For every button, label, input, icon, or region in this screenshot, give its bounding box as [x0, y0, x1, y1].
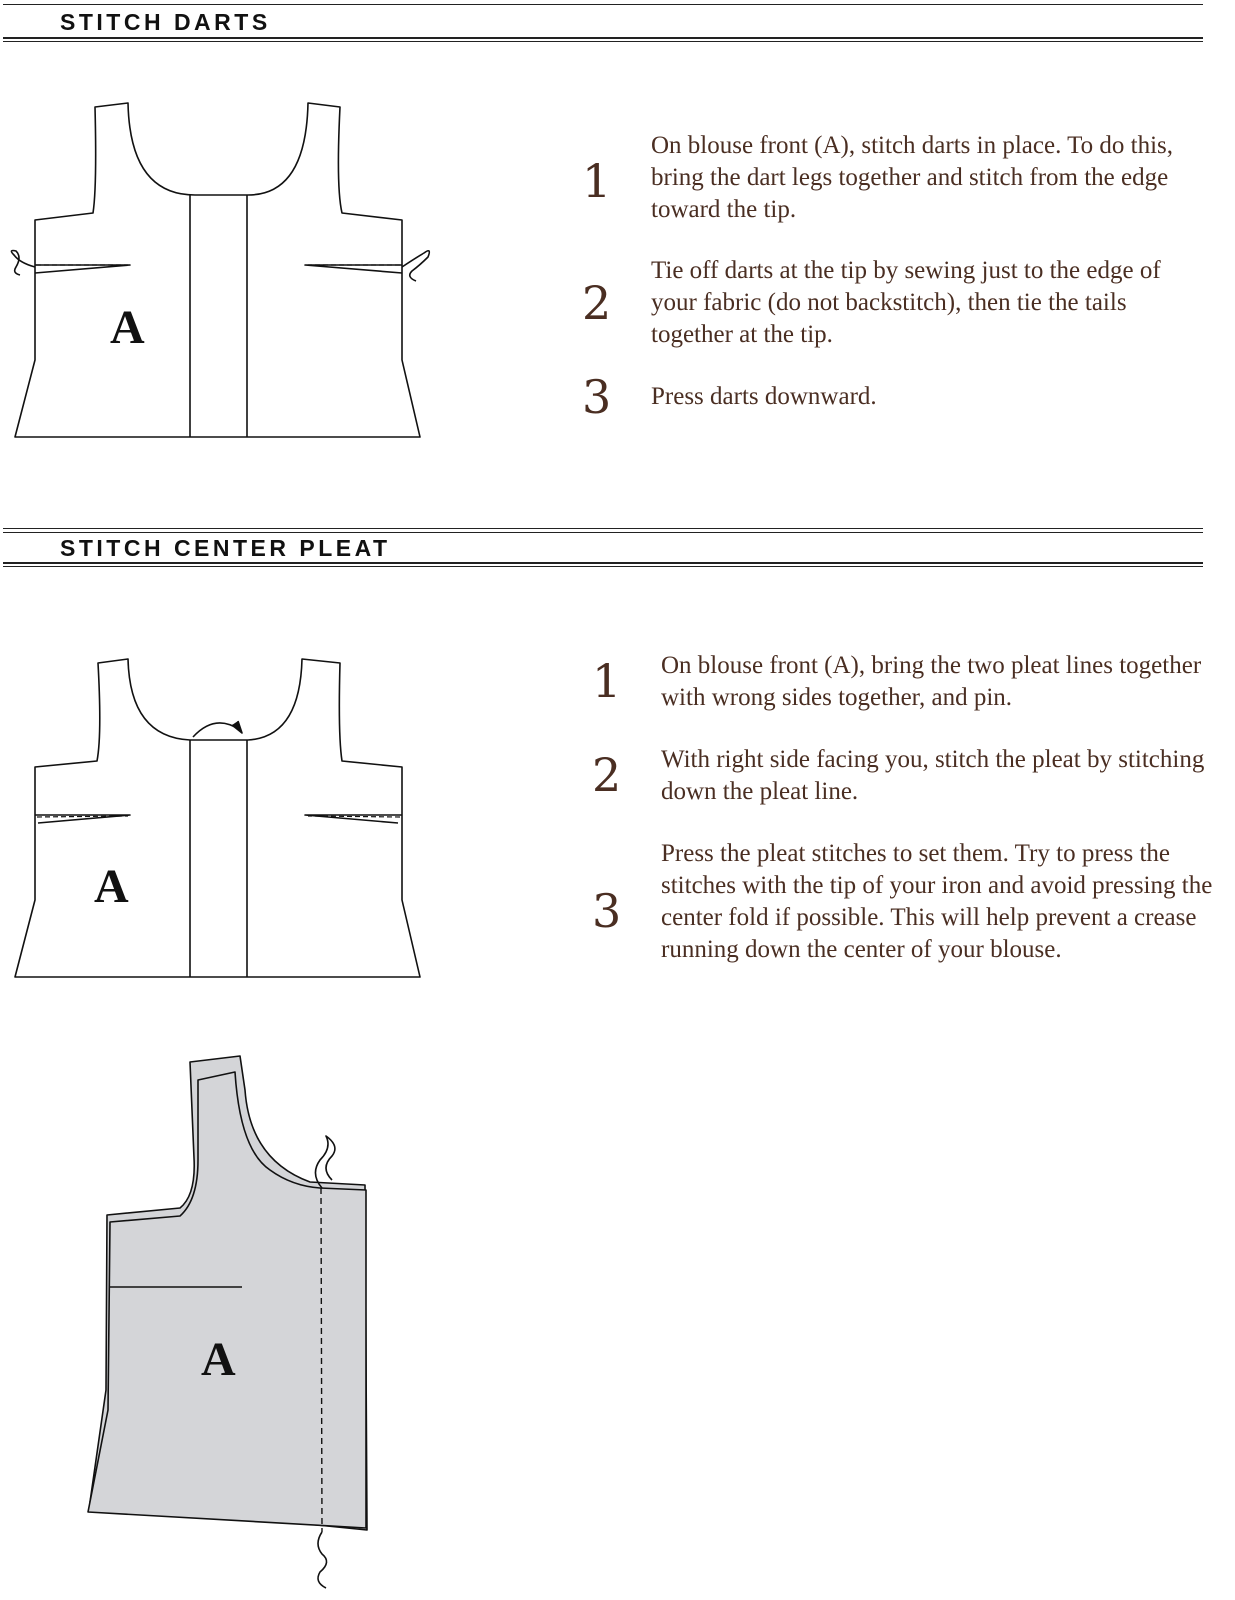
arrow-head: [232, 721, 242, 733]
blouse-front-darts-illustration: [0, 95, 440, 455]
step-text-2: Tie off darts at the tip by sewing just to the edge of your fabric (do not backstitch), then tie the tails together at the tip.: [651, 257, 1161, 348]
piece-label-a: A: [94, 860, 129, 913]
step-number-2: 2: [592, 748, 622, 802]
section-bottom-rule-2: [3, 41, 1203, 42]
step-number-3: 3: [592, 884, 622, 938]
section-top-rule-2: [3, 532, 1203, 533]
folded-piece-front-layer: [88, 1072, 366, 1528]
right-thread-tail: [402, 251, 429, 281]
blouse-front-outline: [15, 659, 420, 977]
left-dart: [35, 265, 130, 273]
section-title-stitch-center-pleat: STITCH CENTER PLEAT: [60, 535, 391, 561]
piece-label-a: A: [110, 301, 145, 354]
piece-label-a: A: [201, 1333, 236, 1386]
step-number-3: 3: [582, 370, 612, 424]
bottom-thread-tail: [318, 1532, 327, 1588]
step-text-1: On blouse front (A), stitch darts in place. To do this, bring the dart legs together and stitch from the edge toward the tip.: [651, 132, 1174, 223]
right-dart: [305, 265, 402, 273]
blouse-front-pleat-illustration: [0, 655, 440, 995]
step-text-2: With right side facing you, stitch the pleat by stitching down the pleat line.: [661, 746, 1205, 805]
section-top-rule: [3, 4, 1203, 5]
step-text-3: Press darts downward.: [651, 383, 877, 410]
left-dart: [35, 815, 130, 823]
section-bottom-rule: [3, 562, 1203, 564]
section-top-rule: [3, 528, 1203, 529]
folded-blouse-pleat-stitched-illustration: [70, 1050, 390, 1600]
step-number-2: 2: [582, 276, 612, 330]
left-thread-tail: [11, 251, 35, 276]
pleat-lines: [190, 195, 247, 437]
section-bottom-rule-2: [3, 566, 1203, 567]
section-title-stitch-darts: STITCH DARTS: [60, 9, 271, 35]
step-text-3: Press the pleat stitches to set them. Try to press the stitches with the tip of your iron and avoid pressing the center fold if possible. This will help prevent a crease running down the center of your blouse.: [661, 840, 1213, 963]
top-thread-tail: [315, 1136, 334, 1188]
step-text-1: On blouse front (A), bring the two pleat lines together with wrong sides together, and pin.: [661, 652, 1202, 711]
step-number-1: 1: [592, 654, 622, 708]
pleat-lines: [190, 740, 247, 977]
section-bottom-rule: [3, 37, 1203, 39]
step-number-1: 1: [582, 154, 612, 208]
